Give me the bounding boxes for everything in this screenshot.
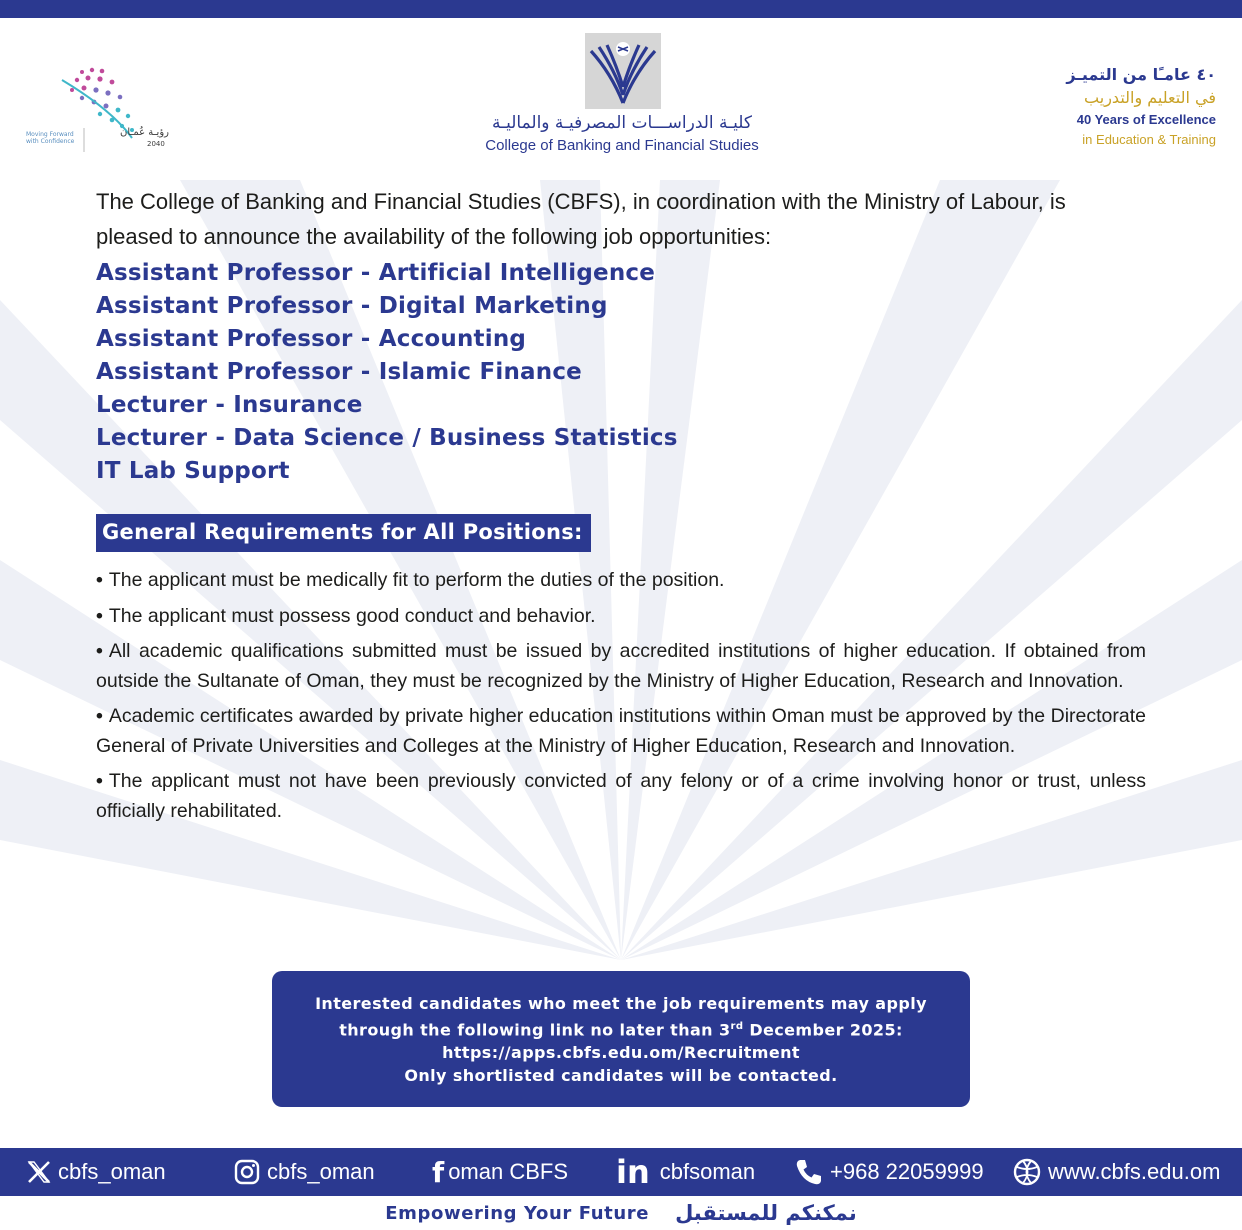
social-linkedin-label: cbfsoman [659, 1159, 756, 1184]
requirement-text: The applicant must be medically fit to perform the duties of the position. [108, 569, 725, 591]
requirement-item [96, 602, 1146, 632]
requirement-item [96, 637, 1146, 696]
social-phone[interactable] [794, 1148, 984, 1196]
requirement-item [96, 566, 1146, 596]
bullet-mark: • [96, 770, 103, 792]
job-item: Assistant Professor - Digital Marketing [96, 293, 608, 319]
college-emblem-logo [585, 33, 661, 109]
tagline-english: Empowering Your Future [385, 1202, 650, 1224]
requirements-heading: General Requirements for All Positions: [96, 514, 591, 552]
job-item: IT Lab Support [96, 458, 290, 484]
requirement-text: The applicant must not have been previously convicted of any felony or of a crime involving honor or trust, unless officially rehabilitated. [96, 770, 1146, 822]
social-instagram[interactable] [233, 1148, 375, 1196]
job-item: Assistant Professor - Islamic Finance [96, 359, 582, 385]
requirement-item [96, 702, 1146, 761]
social-facebook[interactable] [432, 1148, 568, 1196]
tagline-arabic: نمكنكم للمستقبل [675, 1201, 857, 1225]
social-instagram-label: cbfs_oman [267, 1159, 375, 1184]
apply-date-suffix: rd [730, 1021, 744, 1032]
apply-line2-text: through the following link no later than 3 [339, 1020, 731, 1040]
footer-contact-bar [0, 1148, 1242, 1196]
requirement-text: The applicant must possess good conduct and behavior. [108, 604, 596, 627]
announcement-body [96, 184, 1146, 832]
requirements-list [96, 566, 1146, 826]
instagram-icon [233, 1158, 261, 1186]
bullet-mark: • [96, 569, 103, 591]
job-item: Assistant Professor - Artificial Intelligence [96, 260, 656, 286]
vision-arabic-text: رؤيـة عُمـان [120, 127, 169, 138]
top-accent-bar [0, 0, 1242, 18]
apply-line2-date: December 2025: [743, 1020, 903, 1040]
recruitment-link[interactable]: https://apps.cbfs.edu.om/Recruitment [442, 1043, 800, 1063]
job-list [96, 257, 1146, 488]
social-x[interactable] [26, 1148, 166, 1196]
phone-icon [794, 1157, 824, 1187]
web-icon [1012, 1157, 1042, 1187]
anniversary-line1-english: 40 Years of Excellence [1076, 112, 1216, 127]
linkedin-icon: in [616, 1153, 650, 1191]
social-x-label: cbfs_oman [58, 1159, 166, 1184]
facebook-icon: f [432, 1155, 445, 1189]
footer-tagline [0, 1196, 1242, 1230]
requirement-text: Academic certificates awarded by private higher education institutions within Oman must be approved by the Directorate General of Private Universities and Colleges at the Ministry of Higher Education, Research and Innovation. [96, 705, 1146, 757]
oman-vision-logo [22, 60, 202, 160]
social-website[interactable] [1012, 1148, 1220, 1196]
apply-line4: Only shortlisted candidates will be contacted. [404, 1066, 838, 1086]
social-facebook-label: oman CBFS [448, 1159, 569, 1184]
intro-paragraph: The College of Banking and Financial Studies (CBFS), in coordination with the Ministry of Labour, is pleased to announce the availability of the following job opportunities: [96, 189, 1066, 249]
social-website-label: www.cbfs.edu.om [1048, 1159, 1221, 1184]
bullet-mark: • [96, 705, 103, 727]
apply-line2 [272, 1015, 970, 1041]
bullet-mark: • [96, 604, 103, 627]
social-phone-label: +968 22059999 [830, 1159, 984, 1184]
requirement-item [96, 767, 1146, 826]
job-item: Assistant Professor - Accounting [96, 326, 527, 352]
anniversary-badge [996, 64, 1216, 150]
anniversary-line1-arabic: ٤٠ عامـًا من التميـز [1066, 65, 1216, 84]
job-item: Lecturer - Insurance [96, 392, 363, 418]
vision-side-text: Moving Forward with Confidence [26, 131, 75, 145]
anniversary-line2-arabic: في التعليم والتدريب [1084, 88, 1216, 107]
application-info-box [272, 971, 970, 1107]
job-item: Lecturer - Data Science / Business Statistics [96, 425, 678, 451]
bullet-mark: • [96, 640, 103, 662]
college-name-english: College of Banking and Financial Studies [485, 137, 759, 154]
apply-line1: Interested candidates who meet the job requirements may apply [315, 994, 927, 1013]
x-icon [26, 1159, 52, 1185]
requirement-text: All academic qualifications submitted must be issued by accredited institutions of higher education. If obtained from outside the Sultanate of Oman, they must be recognized by the Ministry of Higher Education, Research and Innovation. [96, 640, 1146, 692]
anniversary-line2-english: in Education & Training [1082, 132, 1216, 147]
vision-year: 2040 [147, 140, 165, 148]
social-linkedin[interactable] [616, 1148, 755, 1196]
college-name-arabic: كليـة الدراســـات المصرفيـة والماليـة [491, 113, 752, 133]
